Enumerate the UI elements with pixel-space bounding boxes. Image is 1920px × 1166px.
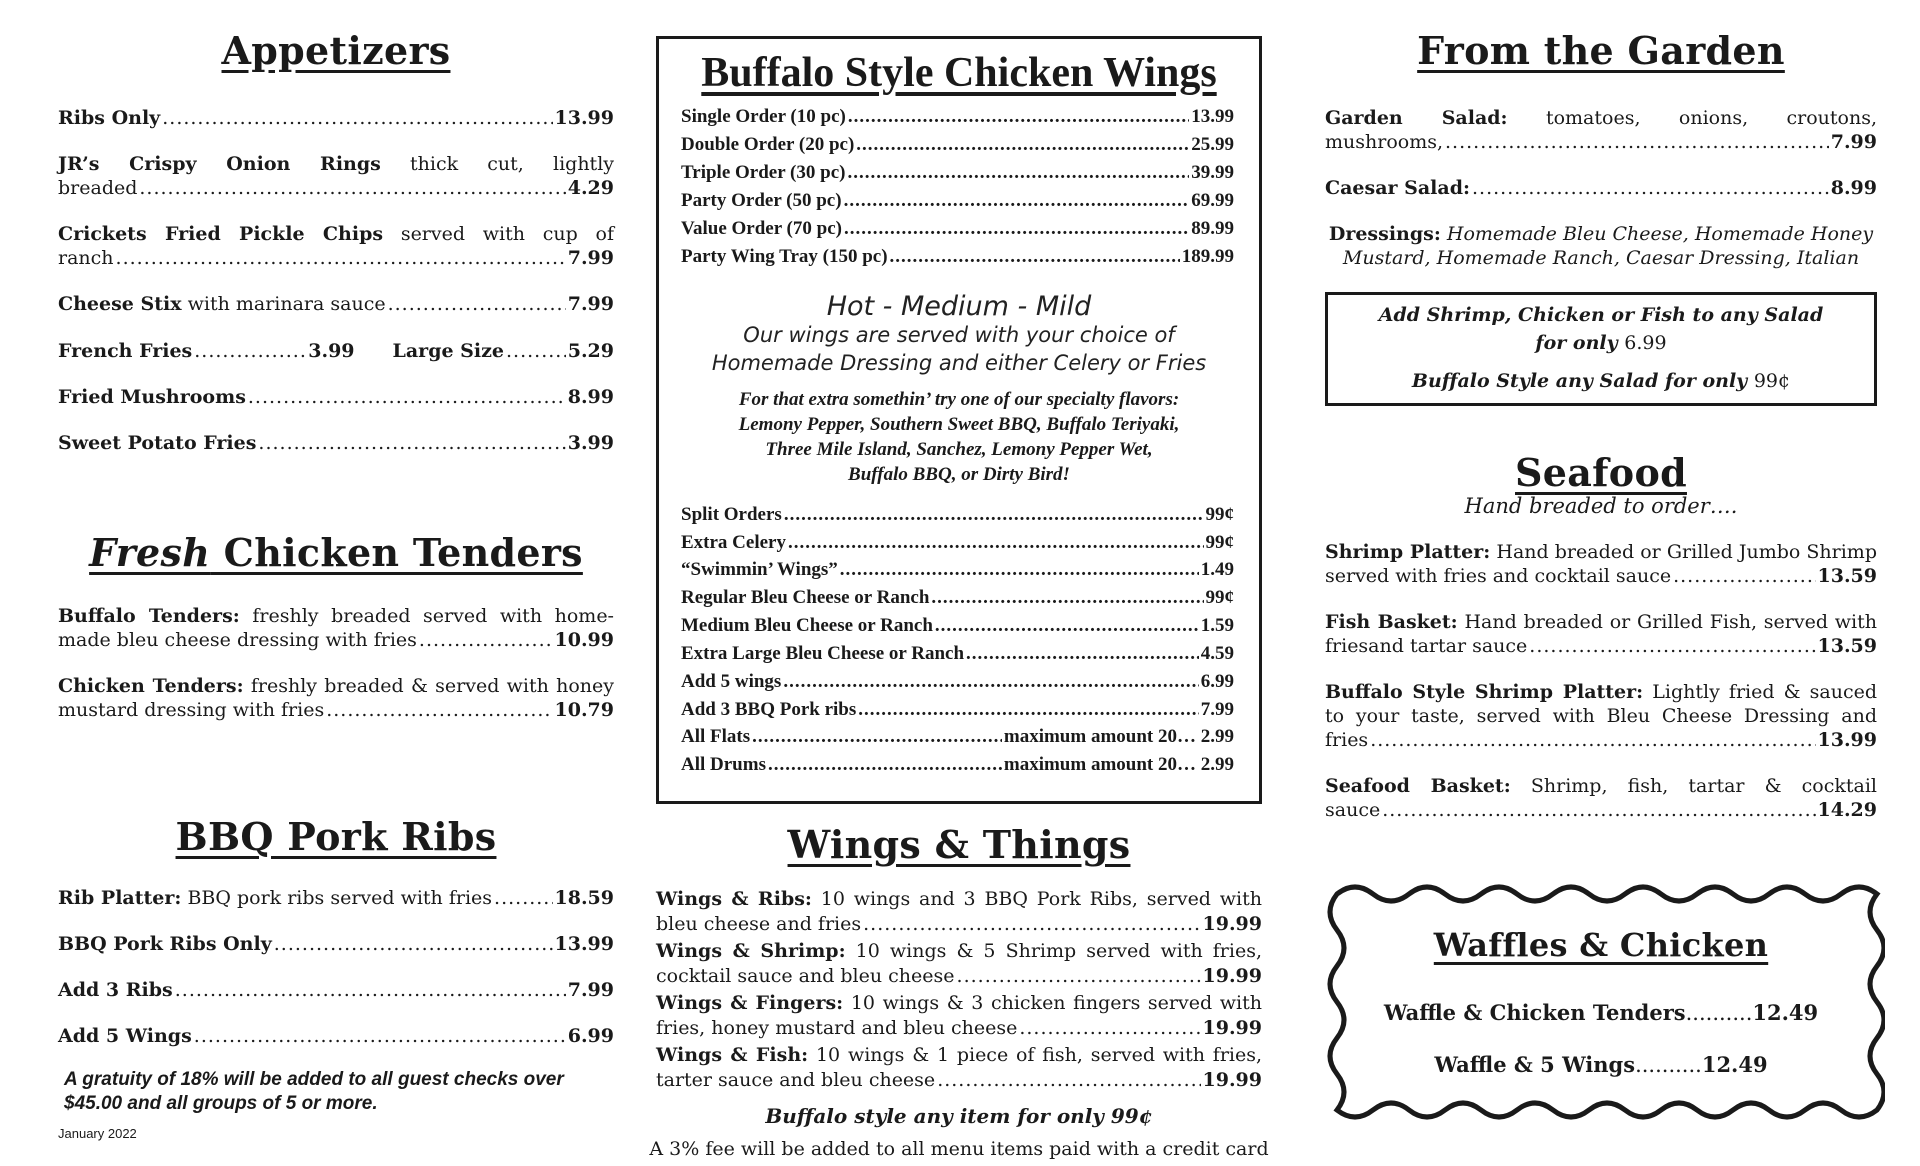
waffle-item: Waffle & Chicken Tenders..........12.49 xyxy=(1383,1000,1819,1025)
appetizers-heading: Appetizers xyxy=(221,28,451,73)
combo-item: Wings & Fingers: 10 wings & 3 chicken fingers served with fries, honey mustard and bleu cheese ..... 19.99 xyxy=(656,990,1262,1040)
menu-item: Fried Mushrooms ..... 8.99 xyxy=(58,385,614,409)
wing-extra: “Swimmin’ Wings” ..... 1.49 xyxy=(681,558,1234,582)
ribs-heading: BBQ Pork Ribs xyxy=(175,814,497,859)
wing-order: Triple Order (30 pc) ..... 39.99 xyxy=(681,161,1234,185)
salad-promo-box: Add Shrimp, Chicken or Fish to any Salad for only 6.99 Buffalo Style any Salad for only 99¢ xyxy=(1325,292,1877,406)
combo-item: Wings & Fish: 10 wings & 1 piece of fish, served with fries, tarter sauce and bleu cheese ..... 19.99 xyxy=(656,1042,1262,1092)
menu-item: Crickets Fried Pickle Chips served with cup of ranch ..... 7.99 xyxy=(58,222,614,270)
seafood-item: Fish Basket: Hand breaded or Grilled Fish, served with friesand tartar sauce ..... 13.59 xyxy=(1325,610,1877,658)
menu-item: Buffalo Tenders: freshly breaded served with home- made bleu cheese dressing with fries ..... 10.99 xyxy=(58,604,614,652)
caesar-salad: Caesar Salad: ..... 8.99 xyxy=(1325,176,1877,200)
credit-card-fee: A 3% fee will be added to all menu items paid with a credit card xyxy=(649,1138,1269,1160)
wing-extra: Extra Large Bleu Cheese or Ranch ..... 4.59 xyxy=(681,642,1234,666)
menu-item: French Fries ..... 3.99 Large Size ..... 5.29 xyxy=(58,339,614,363)
wings-box xyxy=(656,36,1262,804)
wing-order: Value Order (70 pc) ..... 89.99 xyxy=(681,217,1234,241)
wing-order: Double Order (20 pc) ..... 25.99 xyxy=(681,133,1234,157)
menu-item: JR’s Crispy Onion Rings thick cut, lightly breaded ..... 4.29 xyxy=(58,152,614,200)
wing-order: Single Order (10 pc) ..... 13.99 xyxy=(681,105,1234,129)
buffalo-any-item: Buffalo style any item for only 99¢ xyxy=(765,1104,1153,1128)
specialty-flavors: For that extra somethin’ try one of our specialty flavors: Lemony Pepper, Southern Sweet BBQ, Buffalo Teriyaki, Three Mile Island, Sanchez, Lemony Pepper Wet, Buffalo BBQ, or Dirty Bird! xyxy=(738,389,1180,485)
garden-heading: From the Garden xyxy=(1417,28,1785,73)
served-line-1: Our wings are served with your choice of xyxy=(743,323,1175,347)
wing-extra: All Drums ..... maximum amount 20 … 2.99 xyxy=(681,753,1234,777)
wing-order: Party Order (50 pc) ..... 69.99 xyxy=(681,189,1234,213)
dressings: Dressings: Homemade Bleu Cheese, Homemade Honey Mustard, Homemade Ranch, Caesar Dressing, Italian xyxy=(1328,223,1874,269)
served-line-2: Homemade Dressing and either Celery or Fries xyxy=(711,351,1207,375)
wing-extra: All Flats ..... maximum amount 20 … 2.99 xyxy=(681,725,1234,749)
menu-date: January 2022 xyxy=(58,1126,137,1141)
seafood-heading: Seafood xyxy=(1515,450,1687,495)
menu-item: Ribs Only ..... 13.99 xyxy=(58,106,614,130)
wings-things-heading: Wings & Things xyxy=(787,822,1131,867)
menu-item: Sweet Potato Fries ..... 3.99 xyxy=(58,431,614,455)
tenders-heading: Fresh Chicken Tenders xyxy=(89,530,583,575)
seafood-subtitle: Hand breaded to order…. xyxy=(1464,494,1738,518)
heat-levels: Hot - Medium - Mild xyxy=(826,291,1092,322)
seafood-item: Shrimp Platter: Hand breaded or Grilled Jumbo Shrimp served with fries and cocktail sauce ..... 13.59 xyxy=(1325,540,1877,588)
wing-extra: Extra Celery ..... 99¢ xyxy=(681,531,1234,555)
wing-extra: Add 3 BBQ Pork ribs ..... 7.99 xyxy=(681,698,1234,722)
menu-item: Add 5 Wings ..... 6.99 xyxy=(58,1024,614,1048)
waffle-item: Waffle & 5 Wings..........12.49 xyxy=(1434,1052,1768,1077)
combo-item: Wings & Ribs: 10 wings and 3 BBQ Pork Ribs, served with bleu cheese and fries ..... 19.99 xyxy=(656,886,1262,936)
seafood-item: Seafood Basket: Shrimp, fish, tartar & cocktail sauce ..... 14.29 xyxy=(1325,774,1877,822)
combo-item: Wings & Shrimp: 10 wings & 5 Shrimp served with fries, cocktail sauce and bleu cheese ..... 19.99 xyxy=(656,938,1262,988)
wing-extra: Split Orders ..... 99¢ xyxy=(681,503,1234,527)
seafood-item: Buffalo Style Shrimp Platter: Lightly fried & sauced to your taste, served with Bleu Cheese Dressing and fries ..... 13.99 xyxy=(1325,680,1877,752)
wings-heading: Buffalo Style Chicken Wings xyxy=(701,50,1217,96)
wing-extra: Add 5 wings ..... 6.99 xyxy=(681,670,1234,694)
menu-item: Cheese Stix with marinara sauce ..... 7.99 xyxy=(58,292,614,316)
wing-order: Party Wing Tray (150 pc) ..... 189.99 xyxy=(681,245,1234,269)
wing-extra: Medium Bleu Cheese or Ranch ..... 1.59 xyxy=(681,614,1234,638)
waffles-heading: Waffles & Chicken xyxy=(1433,926,1769,964)
garden-salad: Garden Salad: tomatoes, onions, croutons, mushrooms, ..... 7.99 xyxy=(1325,106,1877,154)
menu-item: BBQ Pork Ribs Only ..... 13.99 xyxy=(58,932,614,956)
menu-item: Chicken Tenders: freshly breaded & served with honey mustard dressing with fries ..... 10.79 xyxy=(58,674,614,722)
menu-item: Rib Platter: BBQ pork ribs served with fries ..... 18.59 xyxy=(58,886,614,910)
menu-item: Add 3 Ribs ..... 7.99 xyxy=(58,978,614,1002)
wing-extra: Regular Bleu Cheese or Ranch ..... 99¢ xyxy=(681,586,1234,610)
gratuity-note: A gratuity of 18% will be added to all guest checks over $45.00 and all groups of 5 or more. xyxy=(64,1069,564,1114)
